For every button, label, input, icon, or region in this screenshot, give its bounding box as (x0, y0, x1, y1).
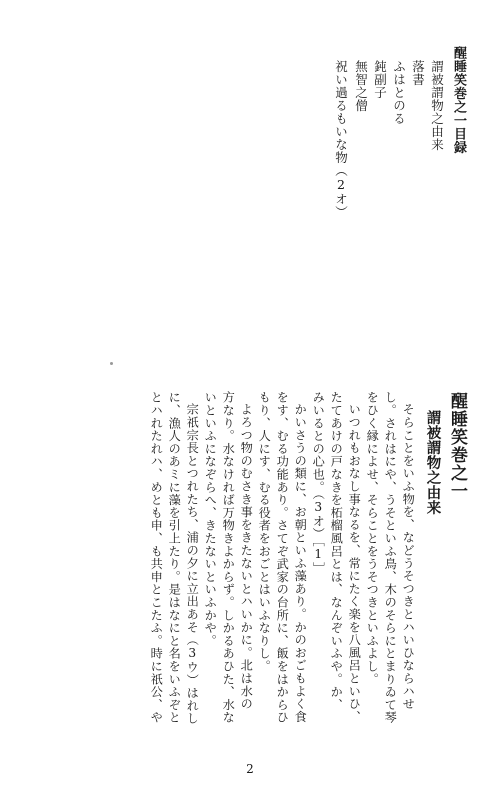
page-number: 2 (246, 762, 254, 776)
body-line: みいるとの心也。（3オ）［1］ (311, 391, 326, 575)
body-line: 宗祇宗長とつれたち、浦の夕に立出あそ（3ウ）はれし (185, 403, 200, 725)
contents-entry: 謂被謂物之由来 (429, 60, 445, 151)
body-line: をひく縁によせ、そらことをうそつきといふよし。 (365, 391, 380, 686)
body-line: いといふになぞらへ、きたないといふかや。 (203, 391, 218, 647)
body-line: そらことをいふ物を、などうそつきとハいひならハせ (401, 403, 416, 711)
section-heading: 謂被謂物之由来 (424, 410, 442, 515)
body-line: もり、人にす、むる役者をおごとはいふなりし。 (257, 391, 272, 673)
body-line: をす、むる功能あり。さてぞ武家の台所に、飯をはからひ (275, 391, 290, 724)
contents-title: 醒睡笑巻之一目録 (451, 46, 466, 154)
body-line: に、漁人のあミに藻を引上たり。是はなにと名をいふぞと (167, 391, 182, 724)
body-line: たてあけの戸なきを柘榴風呂とは、なんぞいふや。か、 (329, 391, 344, 711)
contents-entry: 祝い過るもいな物（2オ） (333, 60, 349, 219)
body-line: いつれもおなし事なるを、常にたく楽を八風呂といひ、 (347, 403, 362, 723)
contents-entry: 無智之僧 (353, 60, 369, 112)
body-line: よろつ物のむさき事をきたないとハいかに。北は水の (239, 403, 254, 711)
body-line: かいさうの類に、お朝といふ藻あり。かのおごもよく食 (293, 403, 308, 723)
divider-dot (110, 362, 113, 365)
body-line: とハれたれハ、めとも申、も共申とこたふ。時に祇公、や (149, 391, 164, 724)
body-line: し。されはにや、うそといふ鳥、木のそらにとまりゐて琴 (383, 391, 398, 724)
chapter-title: 醒睡笑巻之一 (447, 392, 467, 500)
body-line: 方なり。水なければ万物きよからず。しかるあひた、水な (221, 391, 236, 724)
contents-entry: ふはとのる (391, 60, 407, 125)
contents-entry: 落書 (410, 60, 426, 86)
contents-entry: 鈍副子 (372, 60, 388, 99)
